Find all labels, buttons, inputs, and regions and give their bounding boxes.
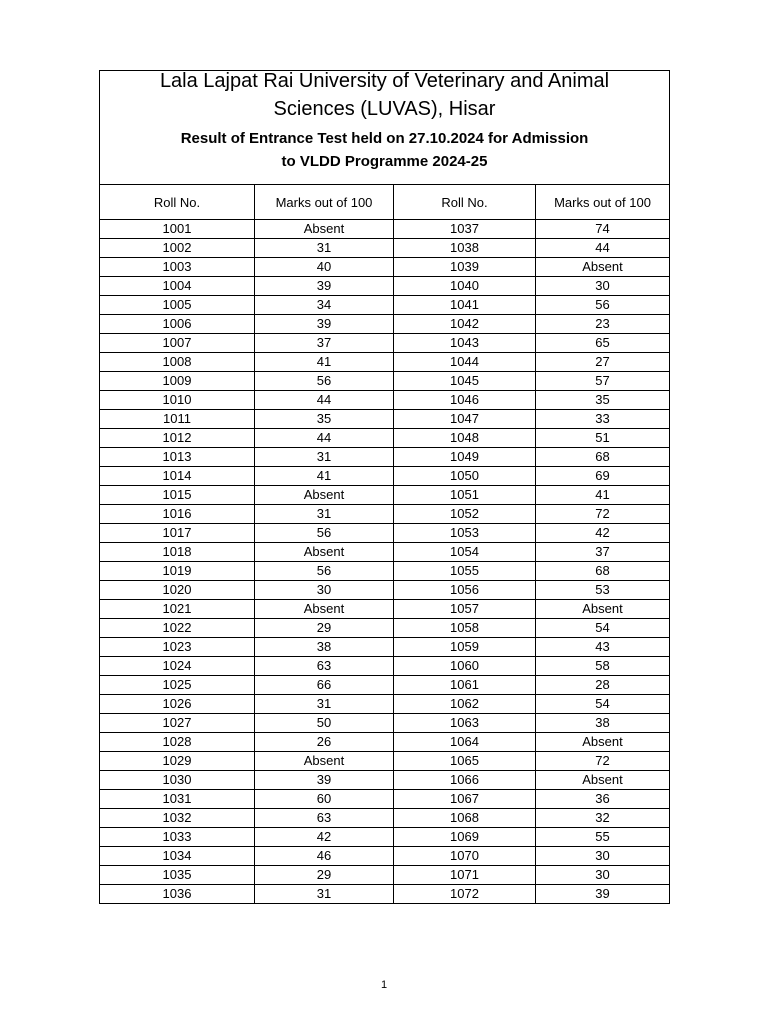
marks-cell: 60 [255,790,394,809]
table-row [100,277,670,296]
marks-cell: 66 [255,676,394,695]
roll-no-cell: 1031 [100,790,255,809]
title-block [100,71,670,185]
marks-cell: 31 [255,695,394,714]
marks-cell: 30 [536,847,670,866]
roll-no-cell: 1016 [100,505,255,524]
roll-no-cell: 1041 [394,296,536,315]
roll-no-cell: 1027 [100,714,255,733]
table-row [100,752,670,771]
table-row [100,885,670,904]
column-header-marks-1: Marks out of 100 [255,185,394,220]
marks-cell: Absent [255,600,394,619]
table-row [100,296,670,315]
table-row [100,486,670,505]
marks-cell: 30 [536,866,670,885]
roll-no-cell: 1050 [394,467,536,486]
roll-no-cell: 1056 [394,581,536,600]
marks-cell: 69 [536,467,670,486]
roll-no-cell: 1066 [394,771,536,790]
table-row [100,790,670,809]
marks-cell: 37 [255,334,394,353]
roll-no-cell: 1055 [394,562,536,581]
title-row [100,71,670,185]
marks-cell: Absent [536,733,670,752]
roll-no-cell: 1052 [394,505,536,524]
roll-no-cell: 1038 [394,239,536,258]
marks-cell: 32 [536,809,670,828]
roll-no-cell: 1051 [394,486,536,505]
roll-no-cell: 1060 [394,657,536,676]
roll-no-cell: 1033 [100,828,255,847]
table-row [100,353,670,372]
roll-no-cell: 1029 [100,752,255,771]
marks-cell: Absent [536,258,670,277]
table-row [100,581,670,600]
table-row [100,410,670,429]
marks-cell: 56 [255,372,394,391]
marks-cell: 39 [255,315,394,334]
table-row [100,429,670,448]
university-title-line-2: Sciences (LUVAS), Hisar [273,97,496,120]
roll-no-cell: 1072 [394,885,536,904]
marks-cell: 53 [536,581,670,600]
marks-cell: 42 [255,828,394,847]
table-row [100,372,670,391]
marks-cell: 51 [536,429,670,448]
result-table [99,70,670,904]
roll-no-cell: 1057 [394,600,536,619]
table-row [100,638,670,657]
roll-no-cell: 1020 [100,581,255,600]
table-row [100,524,670,543]
roll-no-cell: 1035 [100,866,255,885]
marks-cell: Absent [255,486,394,505]
marks-cell: 44 [536,239,670,258]
table-row [100,619,670,638]
roll-no-cell: 1010 [100,391,255,410]
roll-no-cell: 1014 [100,467,255,486]
table-row [100,505,670,524]
marks-cell: 34 [255,296,394,315]
university-title-line-1: Lala Lajpat Rai University of Veterinary and Animal [159,69,610,92]
roll-no-cell: 1022 [100,619,255,638]
table-row [100,467,670,486]
marks-cell: 41 [255,353,394,372]
table-row [100,657,670,676]
roll-no-cell: 1063 [394,714,536,733]
marks-cell: 55 [536,828,670,847]
roll-no-cell: 1043 [394,334,536,353]
table-row [100,676,670,695]
marks-cell: 44 [255,429,394,448]
marks-cell: Absent [536,600,670,619]
roll-no-cell: 1001 [100,220,255,239]
table-row [100,828,670,847]
table-row [100,448,670,467]
marks-cell: 46 [255,847,394,866]
marks-cell: 41 [536,486,670,505]
roll-no-cell: 1070 [394,847,536,866]
marks-cell: 33 [536,410,670,429]
marks-cell: 38 [255,638,394,657]
roll-no-cell: 1040 [394,277,536,296]
table-row [100,600,670,619]
table-row [100,771,670,790]
roll-no-cell: 1013 [100,448,255,467]
marks-cell: 58 [536,657,670,676]
roll-no-cell: 1062 [394,695,536,714]
marks-cell: 28 [536,676,670,695]
marks-cell: 31 [255,885,394,904]
marks-cell: 42 [536,524,670,543]
marks-cell: 54 [536,695,670,714]
roll-no-cell: 1034 [100,847,255,866]
roll-no-cell: 1054 [394,543,536,562]
roll-no-cell: 1018 [100,543,255,562]
roll-no-cell: 1061 [394,676,536,695]
marks-cell: 26 [255,733,394,752]
roll-no-cell: 1046 [394,391,536,410]
marks-cell: Absent [255,220,394,239]
roll-no-cell: 1017 [100,524,255,543]
roll-no-cell: 1009 [100,372,255,391]
roll-no-cell: 1058 [394,619,536,638]
marks-cell: 68 [536,562,670,581]
marks-cell: Absent [536,771,670,790]
roll-no-cell: 1004 [100,277,255,296]
marks-cell: 65 [536,334,670,353]
roll-no-cell: 1021 [100,600,255,619]
marks-cell: 31 [255,239,394,258]
table-row [100,543,670,562]
roll-no-cell: 1071 [394,866,536,885]
marks-cell: Absent [255,543,394,562]
marks-cell: 56 [255,562,394,581]
roll-no-cell: 1025 [100,676,255,695]
table-row [100,714,670,733]
marks-cell: 54 [536,619,670,638]
roll-no-cell: 1044 [394,353,536,372]
marks-cell: 56 [255,524,394,543]
marks-cell: 31 [255,505,394,524]
roll-no-cell: 1012 [100,429,255,448]
table-row [100,220,670,239]
roll-no-cell: 1002 [100,239,255,258]
roll-no-cell: 1042 [394,315,536,334]
marks-cell: 38 [536,714,670,733]
marks-cell: 72 [536,752,670,771]
marks-cell: 63 [255,809,394,828]
roll-no-cell: 1028 [100,733,255,752]
marks-cell: 35 [255,410,394,429]
roll-no-cell: 1037 [394,220,536,239]
result-subtitle-line-1: Result of Entrance Test held on 27.10.2024 for Admission [180,129,589,147]
table-row [100,866,670,885]
marks-cell: 74 [536,220,670,239]
marks-cell: 27 [536,353,670,372]
table-row [100,733,670,752]
roll-no-cell: 1069 [394,828,536,847]
roll-no-cell: 1068 [394,809,536,828]
marks-cell: 30 [255,581,394,600]
marks-cell: 29 [255,619,394,638]
marks-cell: 39 [536,885,670,904]
table-row [100,258,670,277]
marks-cell: 23 [536,315,670,334]
table-row [100,391,670,410]
roll-no-cell: 1011 [100,410,255,429]
roll-no-cell: 1048 [394,429,536,448]
table-row [100,315,670,334]
marks-cell: 56 [536,296,670,315]
roll-no-cell: 1005 [100,296,255,315]
marks-cell: 50 [255,714,394,733]
header-row [100,185,670,220]
roll-no-cell: 1007 [100,334,255,353]
table-row [100,809,670,828]
table-row [100,239,670,258]
roll-no-cell: 1065 [394,752,536,771]
table-row [100,695,670,714]
roll-no-cell: 1032 [100,809,255,828]
roll-no-cell: 1049 [394,448,536,467]
roll-no-cell: 1039 [394,258,536,277]
marks-cell: 29 [255,866,394,885]
roll-no-cell: 1003 [100,258,255,277]
marks-cell: 43 [536,638,670,657]
marks-cell: 57 [536,372,670,391]
marks-cell: 39 [255,277,394,296]
roll-no-cell: 1067 [394,790,536,809]
marks-cell: 36 [536,790,670,809]
page-number: 1 [380,979,388,991]
marks-cell: 44 [255,391,394,410]
marks-cell: 63 [255,657,394,676]
roll-no-cell: 1064 [394,733,536,752]
roll-no-cell: 1019 [100,562,255,581]
column-header-marks-2: Marks out of 100 [536,185,670,220]
column-header-roll-no-1: Roll No. [100,185,255,220]
roll-no-cell: 1036 [100,885,255,904]
marks-cell: Absent [255,752,394,771]
marks-cell: 35 [536,391,670,410]
column-header-roll-no-2: Roll No. [394,185,536,220]
table-row [100,847,670,866]
roll-no-cell: 1015 [100,486,255,505]
marks-cell: 39 [255,771,394,790]
roll-no-cell: 1047 [394,410,536,429]
roll-no-cell: 1053 [394,524,536,543]
table-row [100,562,670,581]
roll-no-cell: 1024 [100,657,255,676]
marks-cell: 40 [255,258,394,277]
marks-cell: 31 [255,448,394,467]
roll-no-cell: 1026 [100,695,255,714]
marks-cell: 37 [536,543,670,562]
roll-no-cell: 1008 [100,353,255,372]
roll-no-cell: 1030 [100,771,255,790]
table-body [100,220,670,904]
marks-cell: 30 [536,277,670,296]
roll-no-cell: 1045 [394,372,536,391]
table-row [100,334,670,353]
roll-no-cell: 1059 [394,638,536,657]
marks-cell: 41 [255,467,394,486]
marks-cell: 68 [536,448,670,467]
roll-no-cell: 1023 [100,638,255,657]
marks-cell: 72 [536,505,670,524]
roll-no-cell: 1006 [100,315,255,334]
result-subtitle-line-2: to VLDD Programme 2024-25 [281,152,488,170]
